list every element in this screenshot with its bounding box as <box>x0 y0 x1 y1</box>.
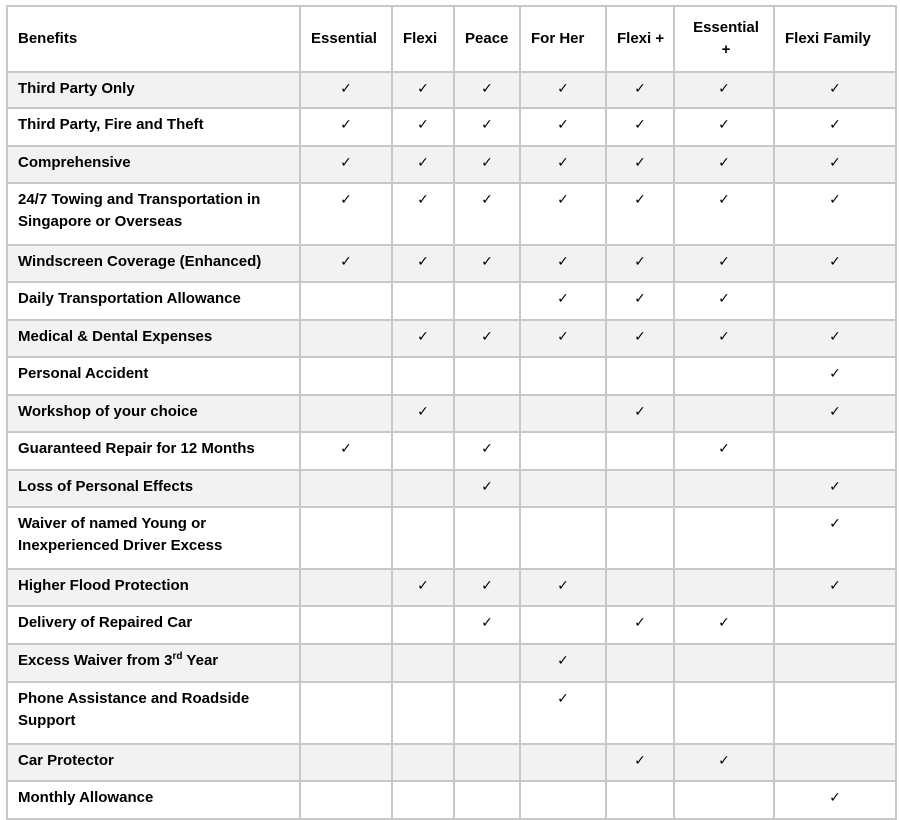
plan-cell <box>454 470 520 507</box>
plan-cell <box>392 606 454 644</box>
plan-cell <box>606 781 674 819</box>
benefit-label-text: Loss of Personal Effects <box>18 478 194 495</box>
plan-cell <box>606 682 674 744</box>
plan-cell <box>520 781 606 819</box>
table-row <box>7 470 896 507</box>
checkmark-icon: ✓ <box>829 254 841 270</box>
plan-cell <box>392 357 454 395</box>
plan-cell <box>300 108 392 146</box>
benefit-label <box>7 320 300 357</box>
checkmark-icon: ✓ <box>829 479 841 495</box>
plan-cell <box>674 432 774 470</box>
plan-cell <box>774 72 896 108</box>
plan-cell <box>606 72 674 108</box>
plan-cell <box>774 507 896 569</box>
checkmark-icon: ✓ <box>634 254 646 270</box>
table-row <box>7 644 896 682</box>
benefits-table-container <box>6 5 897 820</box>
plan-cell <box>300 357 392 395</box>
header-benefits: Benefits <box>7 6 300 72</box>
checkmark-icon: ✓ <box>829 404 841 420</box>
plan-cell <box>774 183 896 245</box>
plan-cell <box>300 781 392 819</box>
benefit-label <box>7 183 300 245</box>
benefit-label-text: Third Party, Fire and Theft <box>18 116 204 133</box>
plan-cell <box>454 507 520 569</box>
plan-cell <box>520 245 606 282</box>
benefit-label-text: Excess Waiver from 3 <box>18 652 173 669</box>
checkmark-icon: ✓ <box>718 117 730 133</box>
plan-cell <box>774 744 896 781</box>
checkmark-icon: ✓ <box>417 155 429 171</box>
checkmark-icon: ✓ <box>557 117 569 133</box>
plan-cell <box>606 357 674 395</box>
plan-cell <box>520 320 606 357</box>
plan-cell <box>520 432 606 470</box>
benefit-label <box>7 569 300 606</box>
plan-cell <box>774 569 896 606</box>
plan-cell <box>606 470 674 507</box>
table-row <box>7 781 896 819</box>
plan-cell <box>674 744 774 781</box>
table-row <box>7 507 896 569</box>
plan-cell <box>392 395 454 432</box>
benefit-label <box>7 606 300 644</box>
checkmark-icon: ✓ <box>718 254 730 270</box>
header-plan: Flexi + <box>606 6 674 72</box>
plan-cell <box>774 682 896 744</box>
plan-cell <box>674 357 774 395</box>
plan-cell <box>392 320 454 357</box>
benefit-label-text: Guaranteed Repair for 12 Months <box>18 440 255 457</box>
plan-cell <box>392 744 454 781</box>
benefit-label-text: Daily Transportation Allowance <box>18 290 241 307</box>
checkmark-icon: ✓ <box>829 329 841 345</box>
benefit-label-text: Monthly Allowance <box>18 789 154 806</box>
plan-cell <box>392 432 454 470</box>
plan-cell <box>606 395 674 432</box>
plan-cell <box>454 146 520 183</box>
benefit-label <box>7 395 300 432</box>
plan-cell <box>606 282 674 320</box>
plan-cell <box>606 183 674 245</box>
plan-cell <box>520 507 606 569</box>
plan-cell <box>300 183 392 245</box>
plan-cell <box>774 146 896 183</box>
header-plan: Essential + <box>674 6 774 72</box>
plan-cell <box>774 395 896 432</box>
benefit-label-text: Comprehensive <box>18 154 131 171</box>
plan-cell <box>674 569 774 606</box>
plan-cell <box>674 146 774 183</box>
checkmark-icon: ✓ <box>481 254 493 270</box>
plan-cell <box>520 470 606 507</box>
checkmark-icon: ✓ <box>718 329 730 345</box>
checkmark-icon: ✓ <box>829 578 841 594</box>
checkmark-icon: ✓ <box>829 516 841 532</box>
plan-cell <box>454 569 520 606</box>
benefit-label <box>7 470 300 507</box>
checkmark-icon: ✓ <box>340 155 352 171</box>
header-plan: Peace <box>454 6 520 72</box>
benefit-label-text: Delivery of Repaired Car <box>18 614 193 631</box>
plan-cell <box>454 108 520 146</box>
plan-cell <box>300 282 392 320</box>
checkmark-icon: ✓ <box>557 291 569 307</box>
plan-cell <box>520 395 606 432</box>
plan-cell <box>606 432 674 470</box>
plan-cell <box>520 606 606 644</box>
plan-cell <box>520 569 606 606</box>
plan-cell <box>606 744 674 781</box>
checkmark-icon: ✓ <box>481 192 493 208</box>
plan-cell <box>392 72 454 108</box>
benefit-label <box>7 245 300 282</box>
table-header-row <box>7 6 896 72</box>
plan-cell <box>300 72 392 108</box>
benefit-label <box>7 682 300 744</box>
checkmark-icon: ✓ <box>718 291 730 307</box>
checkmark-icon: ✓ <box>634 615 646 631</box>
plan-cell <box>674 781 774 819</box>
checkmark-icon: ✓ <box>481 578 493 594</box>
table-row <box>7 432 896 470</box>
checkmark-icon: ✓ <box>829 192 841 208</box>
checkmark-icon: ✓ <box>417 192 429 208</box>
plan-cell <box>454 72 520 108</box>
plan-cell <box>392 245 454 282</box>
plan-cell <box>674 320 774 357</box>
plan-cell <box>392 781 454 819</box>
plan-cell <box>674 644 774 682</box>
checkmark-icon: ✓ <box>340 254 352 270</box>
plan-cell <box>300 245 392 282</box>
benefit-label <box>7 108 300 146</box>
plan-cell <box>520 108 606 146</box>
checkmark-icon: ✓ <box>481 81 493 97</box>
benefit-label <box>7 282 300 320</box>
plan-cell <box>454 781 520 819</box>
checkmark-icon: ✓ <box>417 117 429 133</box>
plan-cell <box>520 644 606 682</box>
header-plan: For Her <box>520 6 606 72</box>
table-row <box>7 744 896 781</box>
checkmark-icon: ✓ <box>634 329 646 345</box>
benefit-label <box>7 507 300 569</box>
plan-cell <box>606 108 674 146</box>
benefit-label-superscript: rd <box>172 651 183 662</box>
plan-cell <box>300 644 392 682</box>
checkmark-icon: ✓ <box>634 155 646 171</box>
plan-cell <box>392 470 454 507</box>
table-row <box>7 245 896 282</box>
plan-cell <box>774 470 896 507</box>
plan-cell <box>774 245 896 282</box>
plan-cell <box>774 781 896 819</box>
plan-cell <box>454 395 520 432</box>
checkmark-icon: ✓ <box>829 81 841 97</box>
checkmark-icon: ✓ <box>557 254 569 270</box>
plan-cell <box>300 569 392 606</box>
benefit-label <box>7 744 300 781</box>
checkmark-icon: ✓ <box>634 81 646 97</box>
plan-cell <box>774 606 896 644</box>
plan-cell <box>674 507 774 569</box>
table-row <box>7 569 896 606</box>
benefit-label-text: Windscreen Coverage (Enhanced) <box>18 253 262 270</box>
plan-cell <box>392 682 454 744</box>
plan-cell <box>454 282 520 320</box>
checkmark-icon: ✓ <box>481 117 493 133</box>
plan-cell <box>674 682 774 744</box>
header-plan: Essential <box>300 6 392 72</box>
plan-cell <box>300 146 392 183</box>
header-plan: Flexi Family <box>774 6 896 72</box>
checkmark-icon: ✓ <box>557 329 569 345</box>
plan-cell <box>674 183 774 245</box>
checkmark-icon: ✓ <box>417 578 429 594</box>
checkmark-icon: ✓ <box>718 81 730 97</box>
table-row <box>7 606 896 644</box>
plan-cell <box>300 682 392 744</box>
plan-cell <box>774 108 896 146</box>
plan-cell <box>606 245 674 282</box>
plan-cell <box>454 744 520 781</box>
plan-cell <box>674 470 774 507</box>
checkmark-icon: ✓ <box>718 192 730 208</box>
plan-cell <box>520 682 606 744</box>
plan-cell <box>520 744 606 781</box>
plan-cell <box>520 146 606 183</box>
checkmark-icon: ✓ <box>634 192 646 208</box>
checkmark-icon: ✓ <box>557 653 569 669</box>
benefit-label <box>7 432 300 470</box>
plan-cell <box>520 72 606 108</box>
benefits-comparison-table <box>6 5 897 820</box>
plan-cell <box>606 507 674 569</box>
benefit-label-text: Car Protector <box>18 752 114 769</box>
benefit-label <box>7 781 300 819</box>
benefit-label <box>7 644 300 682</box>
table-row <box>7 282 896 320</box>
table-row <box>7 682 896 744</box>
plan-cell <box>454 245 520 282</box>
plan-cell <box>300 395 392 432</box>
plan-cell <box>392 569 454 606</box>
checkmark-icon: ✓ <box>340 192 352 208</box>
checkmark-icon: ✓ <box>417 81 429 97</box>
table-row <box>7 146 896 183</box>
checkmark-icon: ✓ <box>829 790 841 806</box>
checkmark-icon: ✓ <box>481 329 493 345</box>
checkmark-icon: ✓ <box>417 254 429 270</box>
checkmark-icon: ✓ <box>557 192 569 208</box>
plan-cell <box>300 507 392 569</box>
plan-cell <box>606 644 674 682</box>
plan-cell <box>392 183 454 245</box>
checkmark-icon: ✓ <box>557 578 569 594</box>
plan-cell <box>454 432 520 470</box>
plan-cell <box>454 183 520 245</box>
plan-cell <box>774 320 896 357</box>
benefit-label <box>7 146 300 183</box>
plan-cell <box>300 606 392 644</box>
plan-cell <box>392 644 454 682</box>
checkmark-icon: ✓ <box>340 81 352 97</box>
plan-cell <box>454 682 520 744</box>
checkmark-icon: ✓ <box>340 441 352 457</box>
checkmark-icon: ✓ <box>481 479 493 495</box>
checkmark-icon: ✓ <box>634 291 646 307</box>
plan-cell <box>674 245 774 282</box>
header-plan: Flexi <box>392 6 454 72</box>
plan-cell <box>606 606 674 644</box>
checkmark-icon: ✓ <box>481 615 493 631</box>
checkmark-icon: ✓ <box>634 117 646 133</box>
checkmark-icon: ✓ <box>481 441 493 457</box>
plan-cell <box>606 320 674 357</box>
checkmark-icon: ✓ <box>417 404 429 420</box>
plan-cell <box>774 432 896 470</box>
plan-cell <box>520 282 606 320</box>
plan-cell <box>392 108 454 146</box>
benefit-label-text: Personal Accident <box>18 365 149 382</box>
checkmark-icon: ✓ <box>340 117 352 133</box>
table-row <box>7 320 896 357</box>
plan-cell <box>300 320 392 357</box>
checkmark-icon: ✓ <box>634 753 646 769</box>
plan-cell <box>674 72 774 108</box>
benefit-label <box>7 357 300 395</box>
table-row <box>7 183 896 245</box>
plan-cell <box>300 470 392 507</box>
plan-cell <box>674 282 774 320</box>
benefit-label-text: Waiver of named Young or Inexperienced Driver Excess <box>18 515 223 554</box>
plan-cell <box>606 569 674 606</box>
benefit-label-text: 24/7 Towing and Transportation in Singapore or Overseas <box>18 191 261 230</box>
table-row <box>7 395 896 432</box>
plan-cell <box>300 432 392 470</box>
plan-cell <box>454 606 520 644</box>
plan-cell <box>392 507 454 569</box>
plan-cell <box>454 357 520 395</box>
benefit-label-tail: Year <box>182 652 219 669</box>
checkmark-icon: ✓ <box>557 155 569 171</box>
benefit-label-text: Workshop of your choice <box>18 403 198 420</box>
plan-cell <box>674 108 774 146</box>
plan-cell <box>674 606 774 644</box>
plan-cell <box>674 395 774 432</box>
table-row <box>7 72 896 108</box>
plan-cell <box>774 644 896 682</box>
plan-cell <box>606 146 674 183</box>
checkmark-icon: ✓ <box>557 81 569 97</box>
benefit-label <box>7 72 300 108</box>
benefit-label-text: Third Party Only <box>18 80 135 97</box>
checkmark-icon: ✓ <box>718 441 730 457</box>
plan-cell <box>774 282 896 320</box>
table-body <box>7 72 896 819</box>
benefit-label-text: Medical & Dental Expenses <box>18 328 213 345</box>
checkmark-icon: ✓ <box>481 155 493 171</box>
checkmark-icon: ✓ <box>718 155 730 171</box>
plan-cell <box>454 644 520 682</box>
checkmark-icon: ✓ <box>718 753 730 769</box>
benefit-label-text: Higher Flood Protection <box>18 577 189 594</box>
plan-cell <box>392 282 454 320</box>
table-row <box>7 108 896 146</box>
plan-cell <box>520 357 606 395</box>
plan-cell <box>300 744 392 781</box>
checkmark-icon: ✓ <box>829 117 841 133</box>
plan-cell <box>774 357 896 395</box>
checkmark-icon: ✓ <box>634 404 646 420</box>
plan-cell <box>392 146 454 183</box>
checkmark-icon: ✓ <box>829 366 841 382</box>
plan-cell <box>454 320 520 357</box>
checkmark-icon: ✓ <box>417 329 429 345</box>
benefit-label-text: Phone Assistance and Roadside Support <box>18 690 250 729</box>
checkmark-icon: ✓ <box>829 155 841 171</box>
plan-cell <box>520 183 606 245</box>
checkmark-icon: ✓ <box>557 691 569 707</box>
checkmark-icon: ✓ <box>718 615 730 631</box>
table-row <box>7 357 896 395</box>
